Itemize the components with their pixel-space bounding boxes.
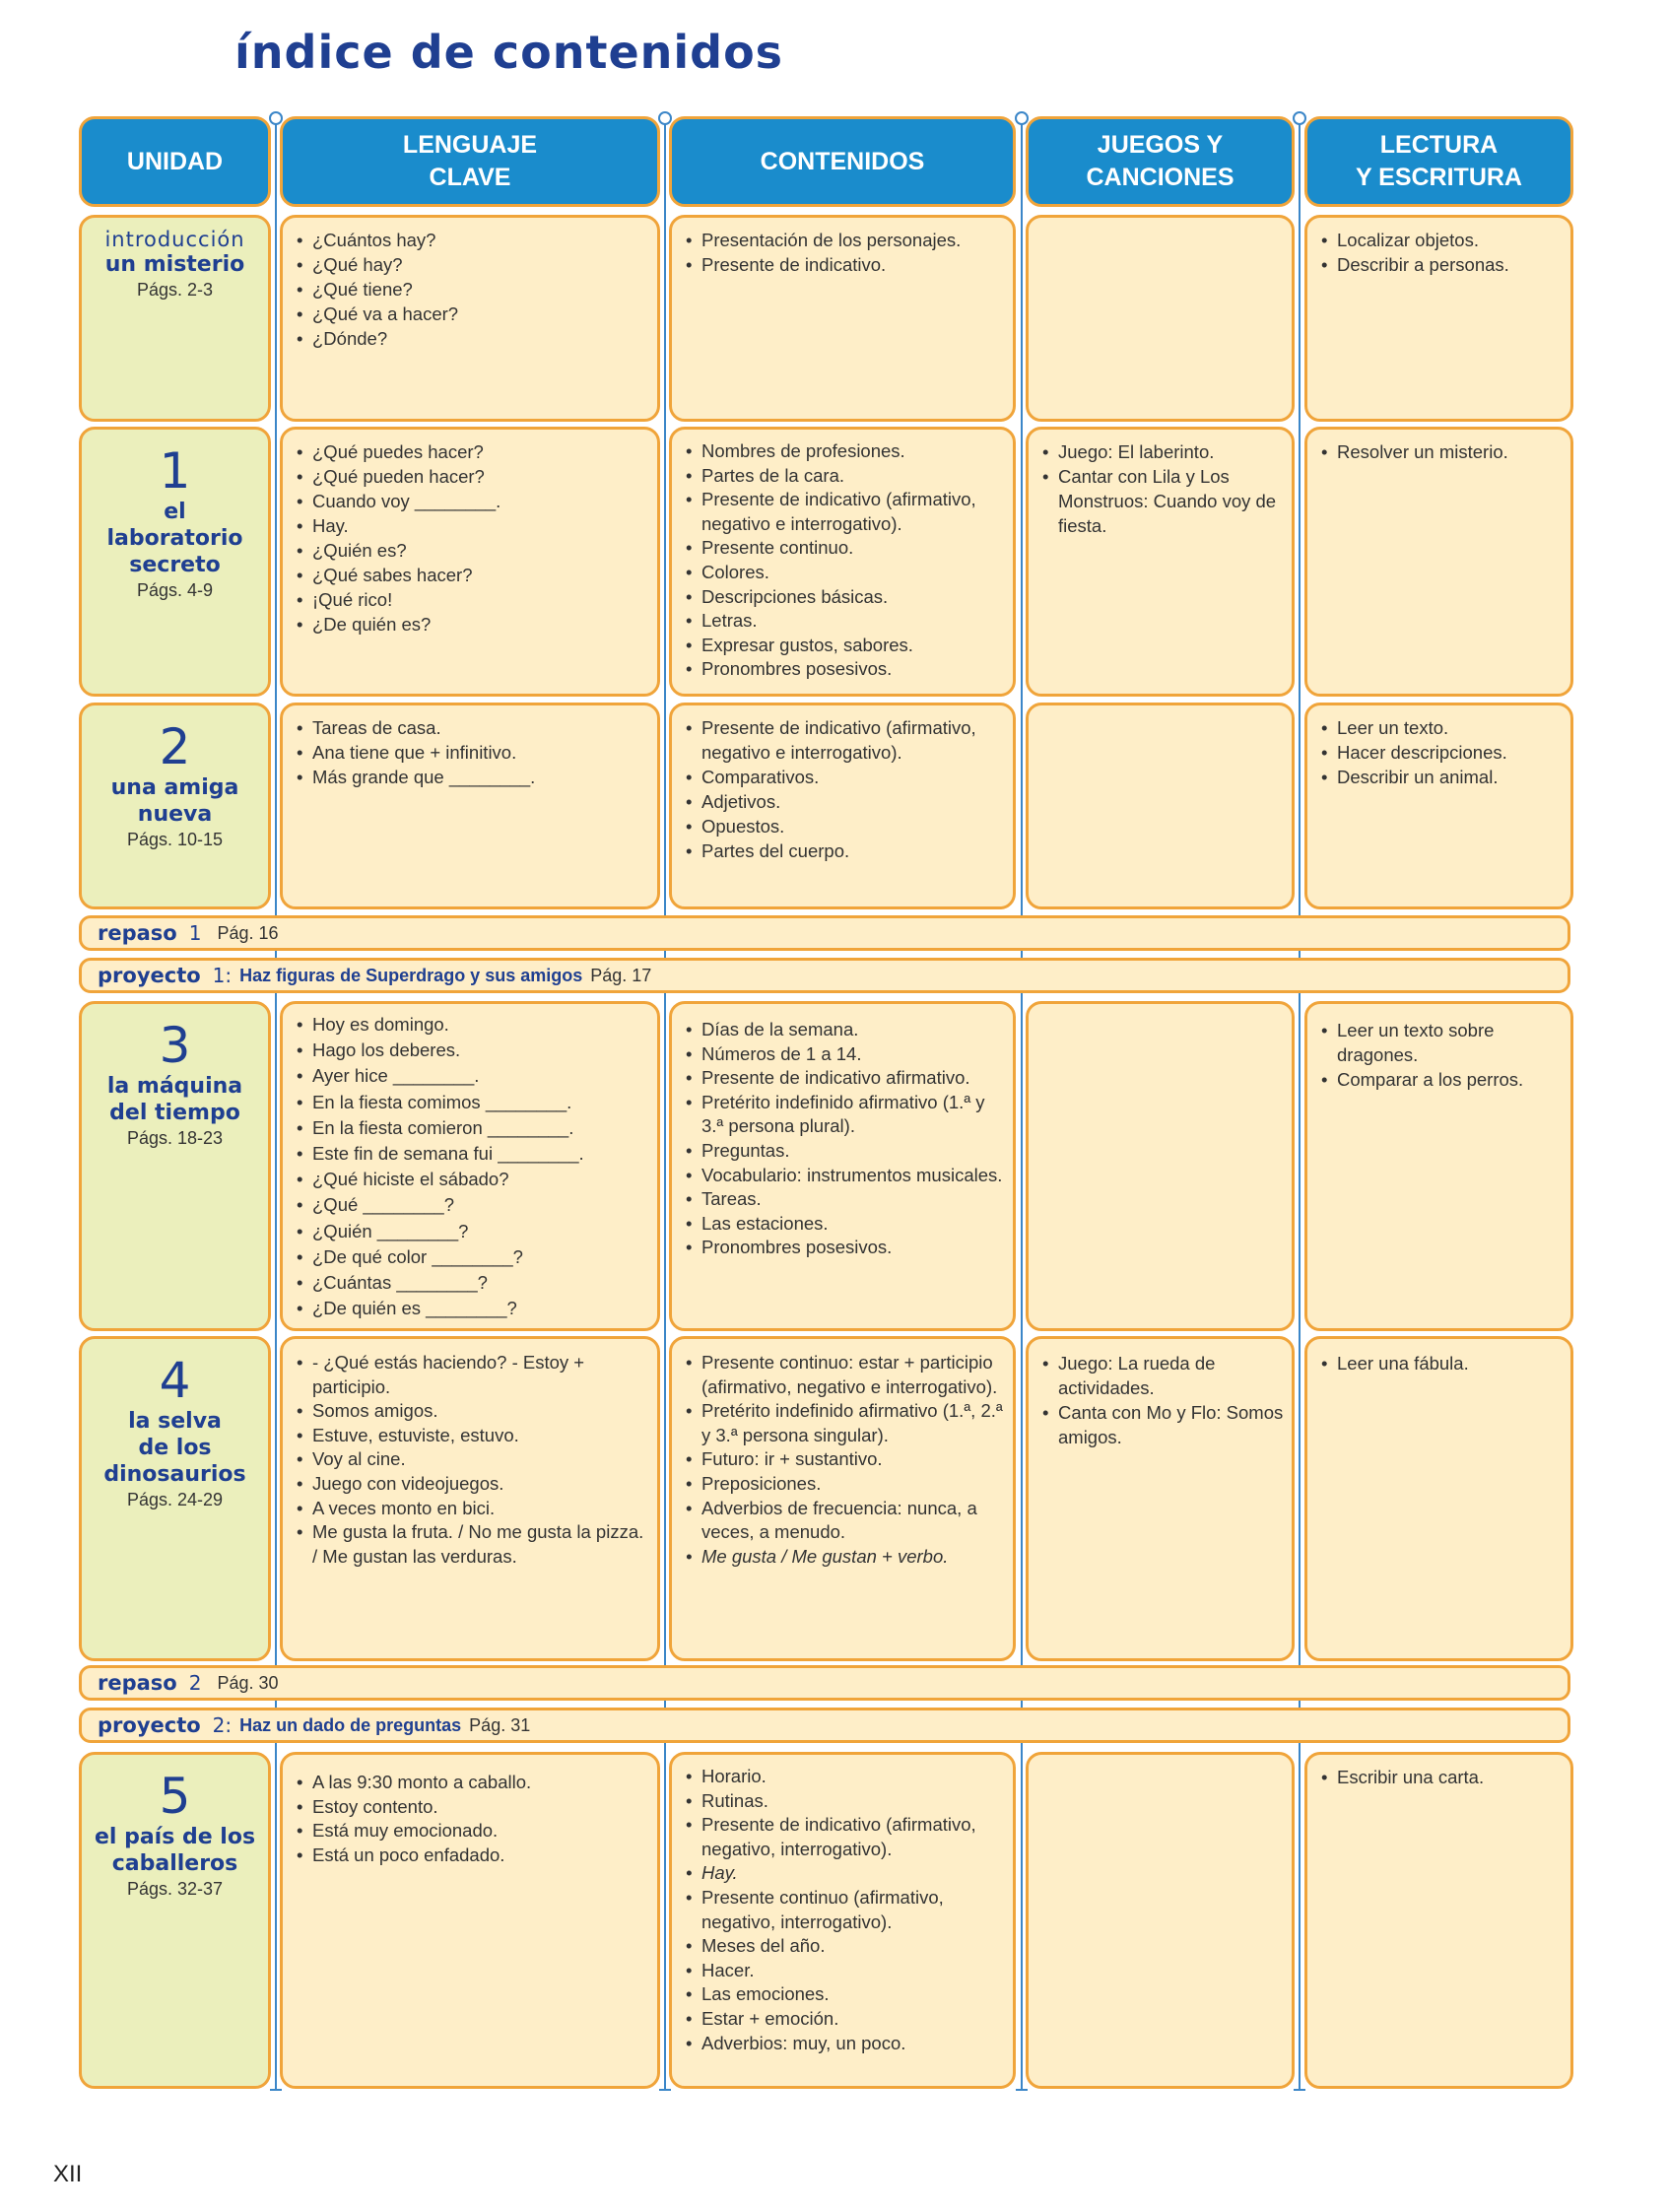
- list-item: • Describir un animal.: [1321, 765, 1565, 789]
- header-juegos-canciones: [1026, 116, 1295, 207]
- list-item: • Tareas.: [686, 1187, 1007, 1212]
- list-item: • Descripciones básicas.: [686, 585, 1007, 610]
- lenguaje-cell: [280, 1752, 660, 2089]
- header-label: LENGUAJE CLAVE: [402, 131, 538, 191]
- list-item: • Estoy contento.: [297, 1795, 651, 1820]
- unit-number: 2: [159, 718, 191, 775]
- list-item: • Hacer descripciones.: [1321, 740, 1565, 765]
- unit-name: la máquina del tiempo: [106, 1074, 243, 1125]
- line-foot: [1016, 2089, 1028, 2091]
- list-item: • Hago los deberes.: [297, 1038, 651, 1063]
- list-item: • Me gusta / Me gustan + verbo.: [686, 1545, 1007, 1570]
- list-item: • ¿De qué color ________?: [297, 1244, 651, 1270]
- list-item: • ¿Qué tiene?: [297, 277, 651, 302]
- juegos-cell: [1026, 1001, 1295, 1331]
- list-item: • Ana tiene que + infinitivo.: [297, 740, 651, 765]
- bullet-list: [672, 1004, 1013, 1260]
- bullet-list: [1029, 1339, 1292, 1449]
- juegos-cell: [1026, 703, 1295, 909]
- divider-line: [1021, 124, 1023, 2091]
- list-item: • Cuando voy ________.: [297, 489, 651, 513]
- lenguaje-cell: [280, 1336, 660, 1661]
- list-item: • ¿Qué sabes hacer?: [297, 563, 651, 587]
- unit-name: el país de los caballeros: [94, 1825, 256, 1876]
- bullet-list: [672, 1755, 1013, 2055]
- list-item: • Pronombres posesivos.: [686, 1236, 1007, 1260]
- unit-prefix: introducción: [104, 228, 245, 251]
- line-foot: [1294, 2089, 1305, 2091]
- list-item: • Adverbios: muy, un poco.: [686, 2032, 1007, 2056]
- lenguaje-cell: [280, 215, 660, 422]
- list-item: • Hoy es domingo.: [297, 1012, 651, 1038]
- list-item: • Me gusta la fruta. / No me gusta la pizza. / Me gustan las verduras.: [297, 1520, 651, 1569]
- list-item: • Comparar a los perros.: [1321, 1067, 1565, 1092]
- lenguaje-cell: [280, 1001, 660, 1331]
- lectura-cell: [1304, 1752, 1573, 2089]
- bullet-list: [1307, 1755, 1570, 1789]
- bar-page: Pág. 30: [217, 1672, 279, 1693]
- contenidos-cell: [669, 215, 1016, 422]
- unit-number: 1: [159, 442, 191, 500]
- list-item: • ¿Qué va a hacer?: [297, 302, 651, 326]
- bullet-list: [283, 430, 657, 637]
- lenguaje-cell: [280, 703, 660, 909]
- bullet-list: [283, 218, 657, 351]
- list-item: • Presente continuo (afirmativo, negativo, interrogativo).: [686, 1886, 1007, 1934]
- bar-label: proyecto: [98, 964, 201, 987]
- divider-line: [664, 124, 666, 2091]
- line-knob: [1293, 111, 1306, 125]
- bullet-list: [672, 1339, 1013, 1569]
- bullet-list: [1029, 430, 1292, 538]
- unit-cell-2: [79, 703, 271, 909]
- header-lectura-escritura: [1304, 116, 1573, 207]
- list-item: • Expresar gustos, sabores.: [686, 634, 1007, 658]
- contenidos-cell: [669, 427, 1016, 697]
- list-item: • ¿De quién es?: [297, 612, 651, 637]
- bullet-list: [1307, 705, 1570, 789]
- list-item: • ¿Dónde?: [297, 326, 651, 351]
- list-item: • Hay.: [686, 1861, 1007, 1886]
- list-item: • - ¿Qué estás haciendo? - Estoy + participio.: [297, 1351, 651, 1399]
- lectura-cell: [1304, 215, 1573, 422]
- repaso-bar: [79, 1665, 1570, 1701]
- list-item: • ¿Quién ________?: [297, 1219, 651, 1244]
- bullet-list: [1307, 1339, 1570, 1375]
- bullet-list: [283, 1004, 657, 1321]
- list-item: • Está un poco enfadado.: [297, 1843, 651, 1868]
- unit-cell-4: [79, 1336, 271, 1661]
- unit-name: la selva de los dinosaurios: [103, 1409, 246, 1487]
- bar-number: 2: [188, 1671, 202, 1695]
- list-item: • Canta con Mo y Flo: Somos amigos.: [1042, 1400, 1286, 1449]
- unit-pages: Págs. 24-29: [126, 1490, 224, 1509]
- lectura-cell: [1304, 703, 1573, 909]
- unit-number: 4: [159, 1352, 191, 1409]
- bullet-list: [283, 705, 657, 789]
- list-item: • Hay.: [297, 513, 651, 538]
- list-item: • A veces monto en bici.: [297, 1497, 651, 1521]
- list-item: • ¿Qué hiciste el sábado?: [297, 1167, 651, 1192]
- list-item: • Vocabulario: instrumentos musicales.: [686, 1164, 1007, 1188]
- list-item: • Preguntas.: [686, 1139, 1007, 1164]
- list-item: • Presente de indicativo (afirmativo, negativo e interrogativo).: [686, 715, 1007, 765]
- list-item: • Describir a personas.: [1321, 252, 1565, 277]
- list-item: • Cantar con Lila y Los Monstruos: Cuando voy de fiesta.: [1042, 464, 1286, 538]
- list-item: • Futuro: ir + sustantivo.: [686, 1447, 1007, 1472]
- unit-cell-5: [79, 1752, 271, 2089]
- bullet-list: [1307, 218, 1570, 277]
- list-item: • Resolver un misterio.: [1321, 439, 1565, 464]
- list-item: • Presente de indicativo (afirmativo, negativo, interrogativo).: [686, 1813, 1007, 1861]
- list-item: • ¿Qué ________?: [297, 1192, 651, 1218]
- list-item: • Estuve, estuviste, estuvo.: [297, 1424, 651, 1448]
- list-item: • Más grande que ________.: [297, 765, 651, 789]
- contenidos-cell: [669, 1752, 1016, 2089]
- header-contenidos: [669, 116, 1016, 207]
- list-item: • Somos amigos.: [297, 1399, 651, 1424]
- unit-name: un misterio: [104, 252, 245, 277]
- contenidos-cell: [669, 1001, 1016, 1331]
- list-item: • ¿Quién es?: [297, 538, 651, 563]
- list-item: • Horario.: [686, 1765, 1007, 1789]
- unit-name: el laboratorio secreto: [106, 500, 243, 577]
- list-item: • Adjetivos.: [686, 789, 1007, 814]
- lenguaje-cell: [280, 427, 660, 697]
- unit-cell-3: [79, 1001, 271, 1331]
- list-item: • Juego: El laberinto.: [1042, 439, 1286, 464]
- bar-page: Pág. 31: [469, 1714, 531, 1735]
- bullet-list: [283, 1339, 657, 1569]
- list-item: • ¿Qué hay?: [297, 252, 651, 277]
- list-item: • Leer un texto sobre dragones.: [1321, 1018, 1565, 1067]
- unit-name: una amiga nueva: [110, 775, 239, 827]
- list-item: • Escribir una carta.: [1321, 1765, 1565, 1789]
- line-knob: [1015, 111, 1029, 125]
- list-item: • Presente continuo.: [686, 536, 1007, 561]
- unit-number: 3: [159, 1017, 191, 1074]
- list-item: • Ayer hice ________.: [297, 1063, 651, 1089]
- list-item: • Rutinas.: [686, 1789, 1007, 1814]
- bar-number: 1:: [212, 964, 233, 987]
- juegos-cell: [1026, 215, 1295, 422]
- header-label: CONTENIDOS: [760, 147, 925, 175]
- unit-cell-1: [79, 427, 271, 697]
- list-item: • Presentación de los personajes.: [686, 228, 1007, 252]
- list-item: • Preposiciones.: [686, 1472, 1007, 1497]
- list-item: • Comparativos.: [686, 765, 1007, 789]
- list-item: • ¿Qué puedes hacer?: [297, 439, 651, 464]
- unit-pages: Págs. 32-37: [126, 1879, 224, 1899]
- list-item: • Estar + emoción.: [686, 2007, 1007, 2032]
- juegos-cell: [1026, 1336, 1295, 1661]
- line-knob: [269, 111, 283, 125]
- bar-label: proyecto: [98, 1713, 201, 1737]
- list-item: • Voy al cine.: [297, 1447, 651, 1472]
- list-item: • Nombres de profesiones.: [686, 439, 1007, 464]
- list-item: • Hacer.: [686, 1959, 1007, 1983]
- list-item: • Las estaciones.: [686, 1212, 1007, 1237]
- bullet-list: [672, 430, 1013, 682]
- list-item: • Tareas de casa.: [297, 715, 651, 740]
- proyecto-bar: [79, 1708, 1570, 1743]
- lectura-cell: [1304, 1001, 1573, 1331]
- list-item: • Opuestos.: [686, 814, 1007, 838]
- bar-title: Haz un dado de preguntas: [239, 1714, 462, 1735]
- bar-page: Pág. 17: [590, 965, 652, 985]
- contenidos-cell: [669, 1336, 1016, 1661]
- list-item: • A las 9:30 monto a caballo.: [297, 1771, 651, 1795]
- list-item: • En la fiesta comieron ________.: [297, 1115, 651, 1141]
- header-unidad: [79, 116, 271, 207]
- bar-number: 1: [188, 921, 202, 945]
- unit-pages: Págs. 4-9: [136, 580, 214, 600]
- list-item: • Localizar objetos.: [1321, 228, 1565, 252]
- line-knob: [658, 111, 672, 125]
- list-item: • Presente de indicativo (afirmativo, negativo e interrogativo).: [686, 488, 1007, 536]
- divider-line: [275, 124, 277, 2091]
- proyecto-bar: [79, 958, 1570, 993]
- divider-line: [1299, 124, 1301, 2091]
- list-item: • ¿De quién es ________?: [297, 1296, 651, 1321]
- list-item: • Está muy emocionado.: [297, 1819, 651, 1843]
- list-item: • Días de la semana.: [686, 1018, 1007, 1042]
- bar-title: Haz figuras de Superdrago y sus amigos: [239, 965, 583, 985]
- list-item: • Presente continuo: estar + participio (afirmativo, negativo e interrogativo).: [686, 1351, 1007, 1399]
- list-item: • Las emociones.: [686, 1982, 1007, 2007]
- list-item: • Juego con videojuegos.: [297, 1472, 651, 1497]
- unit-number: 5: [159, 1768, 191, 1825]
- header-label: UNIDAD: [126, 147, 224, 175]
- bullet-list: [1307, 430, 1570, 464]
- header-label: LECTURA Y ESCRITURA: [1355, 131, 1522, 191]
- bullet-list: [672, 705, 1013, 863]
- bullet-list: [672, 218, 1013, 277]
- list-item: • Partes de la cara.: [686, 464, 1007, 489]
- line-foot: [270, 2089, 282, 2091]
- list-item: • ¡Qué rico!: [297, 587, 651, 612]
- list-item: • Pretérito indefinido afirmativo (1.ª y 3.ª persona plural).: [686, 1091, 1007, 1139]
- list-item: • Leer una fábula.: [1321, 1351, 1565, 1375]
- unit-pages: Págs. 18-23: [126, 1128, 224, 1148]
- list-item: • Partes del cuerpo.: [686, 838, 1007, 863]
- list-item: • Pronombres posesivos.: [686, 657, 1007, 682]
- bar-page: Pág. 16: [217, 922, 279, 943]
- page-title: índice de contenidos: [234, 26, 784, 79]
- header-label: JUEGOS Y CANCIONES: [1086, 131, 1234, 191]
- line-foot: [659, 2089, 671, 2091]
- list-item: • Juego: La rueda de actividades.: [1042, 1351, 1286, 1400]
- list-item: • Meses del año.: [686, 1934, 1007, 1959]
- list-item: • ¿Cuántas ________?: [297, 1270, 651, 1296]
- bar-number: 2:: [212, 1713, 233, 1737]
- page-number: XII: [53, 2161, 83, 2187]
- list-item: • En la fiesta comimos ________.: [297, 1090, 651, 1115]
- contenidos-cell: [669, 703, 1016, 909]
- list-item: • Presente de indicativo.: [686, 252, 1007, 277]
- unit-pages: Págs. 2-3: [136, 280, 214, 300]
- lectura-cell: [1304, 1336, 1573, 1661]
- list-item: • ¿Cuántos hay?: [297, 228, 651, 252]
- unit-pages: Págs. 10-15: [126, 830, 224, 849]
- lectura-cell: [1304, 427, 1573, 697]
- bullet-list: [283, 1755, 657, 1867]
- repaso-bar: [79, 915, 1570, 951]
- list-item: • Este fin de semana fui ________.: [297, 1141, 651, 1167]
- header-lenguaje-clave: [280, 116, 660, 207]
- list-item: • Pretérito indefinido afirmativo (1.ª, 2.ª y 3.ª persona singular).: [686, 1399, 1007, 1447]
- bar-label: repaso: [98, 1671, 177, 1695]
- list-item: • Números de 1 a 14.: [686, 1042, 1007, 1067]
- juegos-cell: [1026, 1752, 1295, 2089]
- list-item: • Letras.: [686, 609, 1007, 634]
- list-item: • ¿Qué pueden hacer?: [297, 464, 651, 489]
- unit-cell-introduccion: [79, 215, 271, 422]
- list-item: • Leer un texto.: [1321, 715, 1565, 740]
- list-item: • Colores.: [686, 561, 1007, 585]
- list-item: • Adverbios de frecuencia: nunca, a veces, a menudo.: [686, 1497, 1007, 1545]
- list-item: • Presente de indicativo afirmativo.: [686, 1066, 1007, 1091]
- juegos-cell: [1026, 427, 1295, 697]
- bullet-list: [1307, 1004, 1570, 1092]
- bar-label: repaso: [98, 921, 177, 945]
